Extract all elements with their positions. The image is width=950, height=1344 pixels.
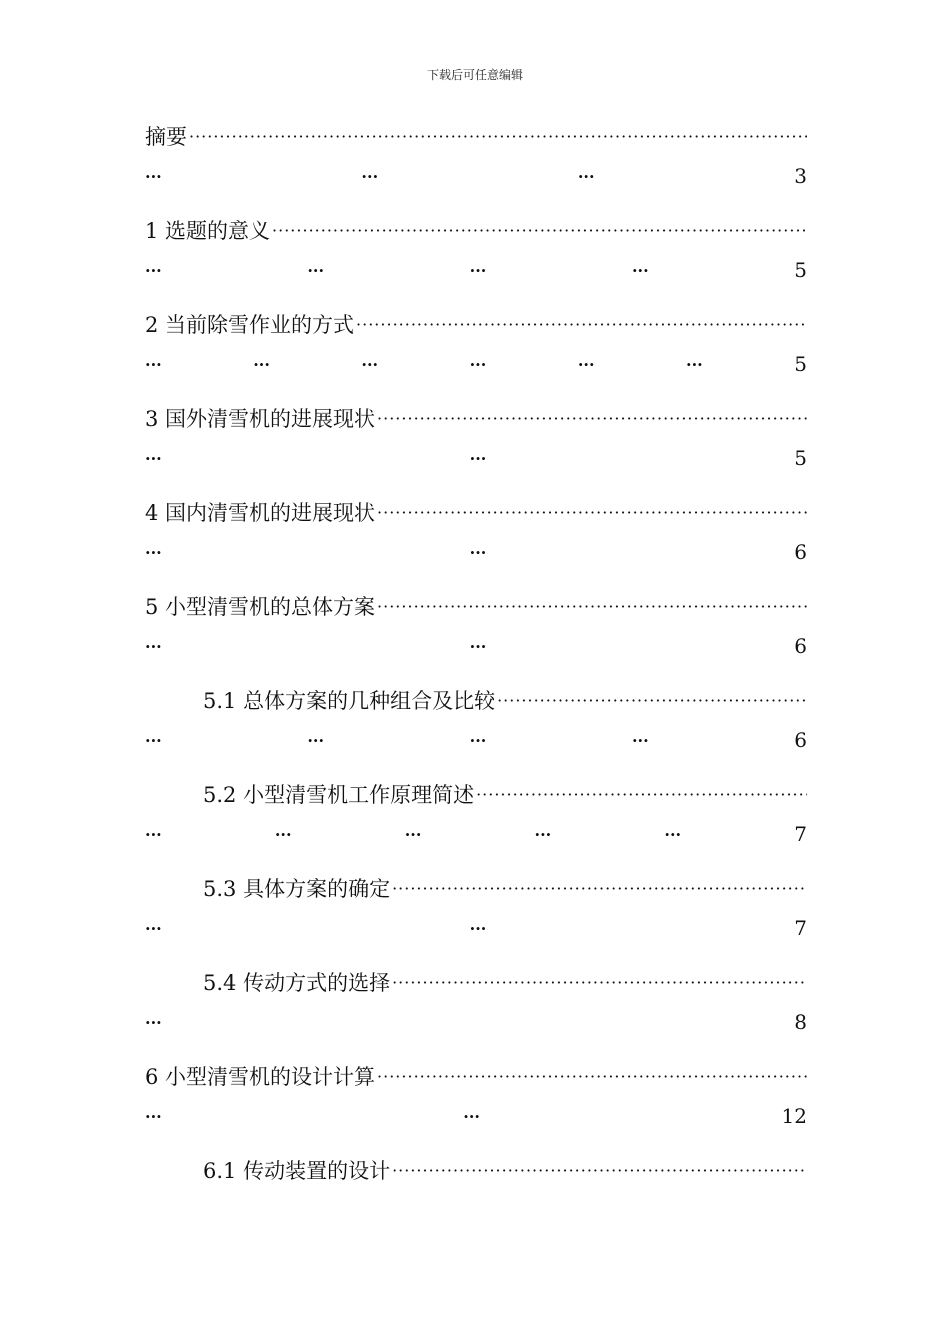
dot-leader-group: ···	[469, 260, 487, 280]
toc-entry-title-line	[145, 1058, 807, 1094]
dot-leader	[375, 409, 807, 428]
dot-leader-group: ···	[361, 354, 379, 374]
table-of-contents	[145, 118, 807, 1246]
dot-leader-group: ···	[307, 730, 325, 750]
dot-leader-group: ···	[145, 354, 162, 374]
toc-entry-title-line	[145, 964, 807, 1000]
dot-leader	[375, 597, 807, 616]
toc-entry-continuation-line	[145, 350, 807, 378]
toc-entry[interactable]	[145, 776, 807, 870]
dot-leader-group: ···	[145, 260, 162, 280]
dot-leader	[390, 1161, 807, 1180]
dot-leader-group: ···	[469, 636, 487, 656]
toc-entry-continuation-line	[145, 538, 807, 566]
toc-entry[interactable]	[145, 400, 807, 494]
dot-leader	[354, 315, 807, 334]
toc-entry[interactable]	[145, 964, 807, 1058]
dot-leader-group: ···	[664, 824, 682, 844]
toc-entry-title-line	[145, 118, 807, 154]
toc-entry-title: 3 国外清雪机的进展现状	[145, 407, 376, 431]
dot-leader-group: ···	[145, 448, 162, 468]
dot-leader	[270, 221, 807, 240]
dot-leader-group: ···	[145, 636, 162, 656]
toc-entry-title-line	[145, 776, 807, 812]
dot-leader-group: ···	[686, 354, 703, 374]
toc-entry-title: 5.3 具体方案的确定	[203, 877, 391, 901]
page-header: 下载后可任意编辑	[426, 68, 523, 82]
dot-leader	[187, 127, 807, 146]
toc-entry-continuation-line	[145, 444, 807, 472]
toc-page-number: 3	[794, 164, 807, 188]
dot-leader	[495, 691, 807, 710]
toc-entry[interactable]	[145, 1058, 807, 1152]
dot-leader-group: ···	[463, 1106, 480, 1126]
toc-entry-title: 4 国内清雪机的进展现状	[145, 501, 376, 525]
dot-leader-group: ···	[469, 448, 487, 468]
toc-page-number: 6	[794, 540, 807, 564]
toc-entry-continuation-line	[145, 820, 807, 848]
toc-page-number: 5	[794, 446, 807, 470]
toc-entry-title: 5.4 传动方式的选择	[203, 971, 391, 995]
dot-leader	[375, 1067, 807, 1086]
toc-entry[interactable]	[145, 1152, 807, 1246]
dot-leader-group: ···	[145, 1012, 162, 1032]
dot-leader-group: ···	[469, 730, 487, 750]
toc-page-number: 7	[794, 916, 807, 940]
toc-entry[interactable]	[145, 118, 807, 212]
dot-leader-group: ···	[404, 824, 422, 844]
toc-entry-title-line	[145, 588, 807, 624]
toc-entry-continuation-line	[145, 632, 807, 660]
toc-page-number: 5	[794, 352, 807, 376]
dot-leader-group: ···	[469, 542, 487, 562]
toc-entry-title: 2 当前除雪作业的方式	[145, 313, 355, 337]
toc-entry[interactable]	[145, 870, 807, 964]
toc-entry-continuation-line	[145, 726, 807, 754]
dot-leader-group: ···	[145, 730, 162, 750]
toc-entry-title: 1 选题的意义	[145, 219, 271, 243]
dot-leader-group: ···	[577, 166, 595, 186]
toc-entry-continuation-line	[145, 1008, 807, 1036]
dot-leader	[474, 785, 807, 804]
toc-entry-title-line	[145, 682, 807, 718]
toc-entry[interactable]	[145, 306, 807, 400]
toc-page-number: 6	[794, 634, 807, 658]
toc-entry-title-line	[145, 306, 807, 342]
toc-entry[interactable]	[145, 588, 807, 682]
dot-leader-group: ···	[631, 260, 649, 280]
toc-entry-continuation-line	[145, 256, 807, 284]
dot-leader-group: ···	[469, 354, 487, 374]
toc-entry-title: 5 小型清雪机的总体方案	[145, 595, 376, 619]
dot-leader-group: ···	[631, 730, 649, 750]
dot-leader-group: ···	[145, 918, 162, 938]
toc-page-number: 12	[781, 1104, 807, 1128]
toc-entry-title: 6 小型清雪机的设计计算	[145, 1065, 376, 1089]
dot-leader-group: ···	[469, 918, 487, 938]
toc-page-number: 8	[794, 1010, 807, 1034]
dot-leader	[375, 503, 807, 522]
dot-leader	[390, 973, 807, 992]
toc-entry-title-line	[145, 1152, 807, 1188]
dot-leader-group: ···	[253, 354, 270, 374]
toc-page-number: 5	[794, 258, 807, 282]
dot-leader-group: ···	[145, 166, 162, 186]
toc-entry-continuation-line	[145, 914, 807, 942]
dot-leader-group: ···	[534, 824, 552, 844]
dot-leader-group: ···	[145, 1106, 162, 1126]
dot-leader-group: ···	[361, 166, 379, 186]
toc-entry-title-line	[145, 494, 807, 530]
toc-entry-title: 5.2 小型清雪机工作原理简述	[203, 783, 475, 807]
toc-entry-title-line	[145, 870, 807, 906]
dot-leader-group: ···	[577, 354, 595, 374]
toc-entry-title-line	[145, 212, 807, 248]
toc-entry-title: 5.1 总体方案的几种组合及比较	[203, 689, 496, 713]
toc-page-number: 7	[794, 822, 807, 846]
toc-entry-title: 摘要	[145, 125, 187, 149]
toc-page-number: 6	[794, 728, 807, 752]
dot-leader-group: ···	[145, 824, 162, 844]
toc-entry[interactable]	[145, 494, 807, 588]
toc-entry-continuation-line	[145, 1102, 807, 1130]
dot-leader-group: ···	[274, 824, 292, 844]
dot-leader	[390, 879, 807, 898]
dot-leader-group: ···	[145, 542, 162, 562]
toc-entry-title: 6.1 传动装置的设计	[203, 1159, 391, 1183]
toc-entry[interactable]	[145, 212, 807, 306]
toc-entry-continuation-line	[145, 162, 807, 190]
dot-leader-group: ···	[307, 260, 325, 280]
toc-entry[interactable]	[145, 682, 807, 776]
toc-entry-title-line	[145, 400, 807, 436]
